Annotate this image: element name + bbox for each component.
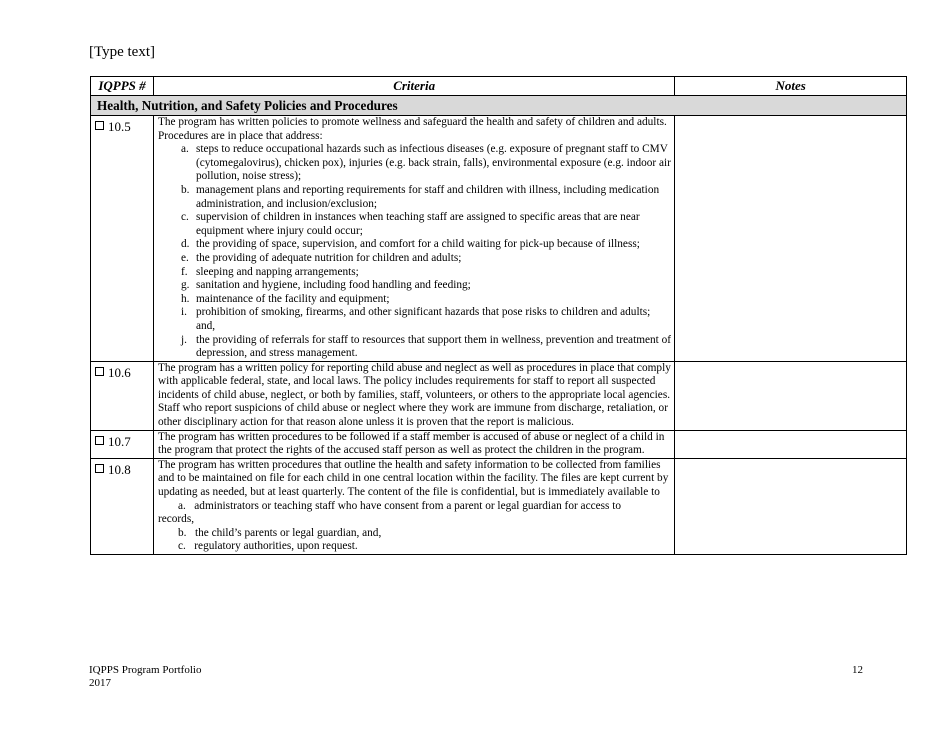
criteria-cell (153, 361, 674, 430)
criteria-text: The program has a written policy for reporting child abuse and neglect as well as procedures in place that comply with applicable federal, state, and local laws. The policy includes requirements for staff to report all suspected incidents of child abuse, neglect, or both by families, staff, volunteers, or others to the appropriate local agencies. Staff who report suspicions of child abuse or neglect where they work are immune from discharge, retaliation, or other disciplinary action for that reason alone unless it is proven that the report is malicious. (157, 361, 671, 429)
table-row (91, 116, 907, 362)
criteria-list (158, 143, 671, 361)
list-item: f. sleeping and napping arrangements; (180, 265, 359, 278)
section-row (91, 96, 907, 116)
criteria-intro: The program has written policies to promote wellness and safeguard the health and safety of children and adults. Procedures are in place that address: (157, 116, 667, 142)
column-header-iqpps: IQPPS # (91, 77, 154, 96)
checkbox[interactable] (95, 121, 104, 130)
list-item: c. supervision of children in instances when teaching staff are assigned to specific areas that are near equipment where injury could occur; (180, 211, 640, 237)
sub-item: c. regulatory authorities, upon request. (177, 540, 358, 553)
list-item: d. the providing of space, supervision, and comfort for a child waiting for pick-up because of illness; (180, 238, 640, 251)
notes-cell[interactable] (675, 430, 907, 458)
criteria-cell (153, 458, 674, 554)
footer-year: 2017 (89, 677, 111, 689)
column-header-criteria: Criteria (153, 77, 674, 96)
list-item: i. prohibition of smoking, firearms, and other significant hazards that pose risks to children and adults; and, (180, 306, 651, 332)
list-item: b. management plans and reporting requirements for staff and children with illness, including medication administration, and inclusion/exclusion; (180, 183, 660, 210)
table-row (91, 361, 907, 430)
page-header-placeholder: [Type text] (89, 44, 156, 60)
criterion-id: 10.7 (108, 433, 131, 449)
list-item: j. the providing of referrals for staff to resources that support them in wellness, prevention and treatment of depression, and stress management. (180, 333, 672, 360)
criterion-id-cell (91, 458, 154, 554)
table-header-row (91, 77, 907, 96)
notes-cell[interactable] (675, 458, 907, 554)
list-item: e. the providing of adequate nutrition for children and adults; (180, 251, 462, 264)
notes-cell[interactable] (675, 116, 907, 362)
section-title: Health, Nutrition, and Safety Policies and Procedures (91, 96, 907, 116)
criteria-table (90, 76, 907, 555)
criteria-cell (153, 430, 674, 458)
sub-item: a. administrators or teaching staff who have consent from a parent or legal guardian for access to (177, 499, 622, 512)
sub-item-continuation: records, (157, 513, 195, 526)
footer-left (89, 664, 201, 690)
list-item: a. steps to reduce occupational hazards such as infectious diseases (e.g. exposure of pregnant staff to CMV (cytomegalovirus), chicken pox), injuries (e.g. back strain, falls), environmental exposure (e.g. indoor air pollution, noise stress); (180, 143, 671, 183)
table-row (91, 430, 907, 458)
list-item: g. sanitation and hygiene, including food handling and feeding; (180, 279, 471, 292)
checkbox[interactable] (95, 464, 104, 473)
criterion-id: 10.5 (108, 119, 131, 134)
list-item: h. maintenance of the facility and equipment; (180, 292, 390, 305)
criterion-id-cell (91, 361, 154, 430)
page-number: 12 (852, 664, 863, 676)
criterion-id-cell (91, 116, 154, 362)
criteria-cell (153, 116, 674, 362)
column-header-notes: Notes (675, 77, 907, 96)
checkbox[interactable] (95, 367, 104, 376)
footer-title: IQPPS Program Portfolio (89, 664, 202, 676)
checkbox[interactable] (95, 436, 104, 445)
sub-item: b. the child’s parents or legal guardian, and, (177, 526, 382, 539)
table-row (91, 458, 907, 554)
criteria-text: The program has written procedures to be followed if a staff member is accused of abuse or neglect of a child in the program that protect the rights of the accused staff person as well as protect the children in the program. (157, 430, 665, 457)
criteria-text: The program has written procedures that outline the health and safety information to be collected from families and to be maintained on file for each child in one central location within the facility. The files are kept current by updating as needed, but at least quarterly. The content of the file is confidential, but is immediately available to (157, 458, 669, 499)
criterion-id: 10.8 (108, 461, 131, 477)
notes-cell[interactable] (675, 361, 907, 430)
criterion-id-cell (91, 430, 154, 458)
criterion-id: 10.6 (108, 364, 131, 380)
